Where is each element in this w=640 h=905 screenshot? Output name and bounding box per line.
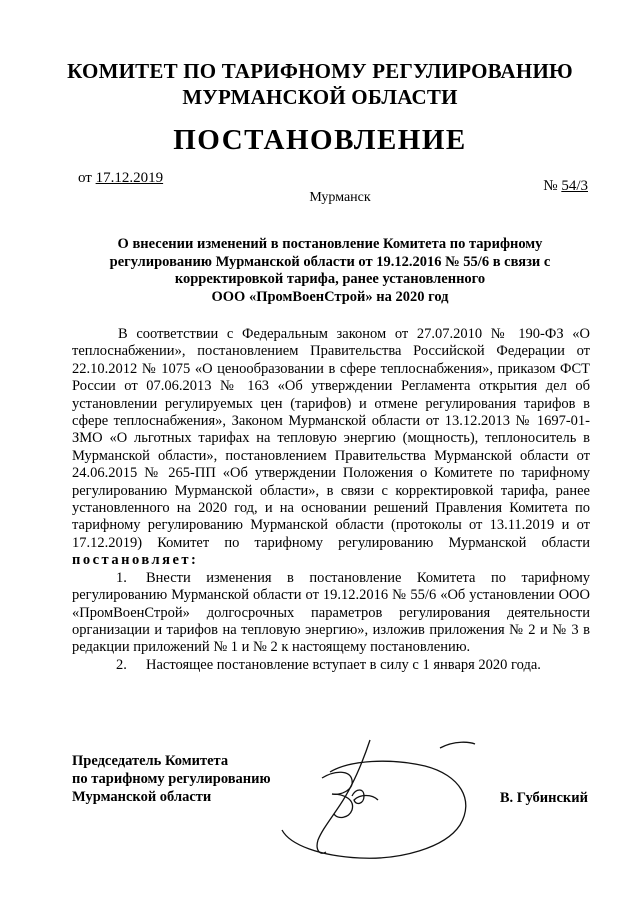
organization-name-line2: МУРМАНСКОЙ ОБЛАСТИ [182,85,458,109]
document-subject [100,236,560,306]
item-number: 1. [116,569,127,586]
number-prefix: № [543,178,562,194]
resolution-item [72,570,590,657]
signatory-position [72,752,271,806]
subject-line: корректировкой тарифа, ранее установленного [174,271,486,287]
position-line: Мурманской области [72,789,212,805]
subject-line: регулированию Мурманской области от 19.12.2016 № 55/6 в связи с [109,253,551,270]
item-text: Внести изменения в постановление Комитета по тарифному регулированию Мурманской области от 19.12.2016 № 55/6 «Об установлении ООО «ПромВоенСтрой» долгосрочных параметров регулирования деятельности организации и тарифов на тепловую энергию», изложив приложения № 2 и № 3 в редакции приложений № 1 и № 2 к настоящему постановлению. [72,569,590,656]
resolution-item [72,657,590,674]
preamble-text: В соответствии с Федеральным законом от 27.07.2010 № 190-ФЗ «О теплоснабжении», постановлением Правительства Российской Федерации от 22.10.2012 № 1075 «О ценообразовании в сфере теплоснабжения», приказом ФСТ России от 07.06.2013 № 163 «Об утверждении Регламента открытия дел об установлении регулируемых цен (тарифов) и отмене регулирования тарифов в сфере теплоснабжения», Законом Мурманской области от 13.12.2013 № 1697-01-ЗМО «О льготных тарифах на тепловую энергию (мощность), теплоноситель в Мурманской области», постановлением Правительства Мурманской области от 24.06.2015 № 265-ПП «Об утверждении Положения о Комитете по тарифному регулированию Мурманской области», в связи с корректировкой тарифа, ранее установленного на 2020 год, и на основании решений Правления Комитета по тарифному регулированию Мурманской области (протоколы от 13.11.2019 и от 17.12.2019) Комитет по тарифному регулированию Мурманской области [72,326,590,551]
document-body [72,326,590,674]
organization-name-line1: КОМИТЕТ ПО ТАРИФНОМУ РЕГУЛИРОВАНИЮ [67,59,573,83]
item-number: 2. [116,656,127,673]
position-line: по тарифному регулированию [72,771,271,787]
resolves-word: постановляет: [72,552,199,569]
item-text: Настоящее постановление вступает в силу с 1 января 2020 года. [146,656,541,673]
date-prefix: от [78,170,96,186]
document-type-title: ПОСТАНОВЛЕНИЕ [173,124,467,156]
document-number [543,178,588,195]
position-line: Председатель Комитета [72,753,229,769]
document-date [78,170,163,187]
document-city: Мурманск [309,190,371,205]
signatory-name: В. Губинский [499,790,588,806]
subject-line: ООО «ПромВоенСтрой» на 2020 год [211,288,449,305]
preamble-paragraph [72,326,590,570]
handwritten-signature [260,730,490,870]
number-value: 54/3 [561,178,588,194]
date-value: 17.12.2019 [95,170,164,186]
subject-line: О внесении изменений в постановление Комитета по тарифному [117,236,543,252]
